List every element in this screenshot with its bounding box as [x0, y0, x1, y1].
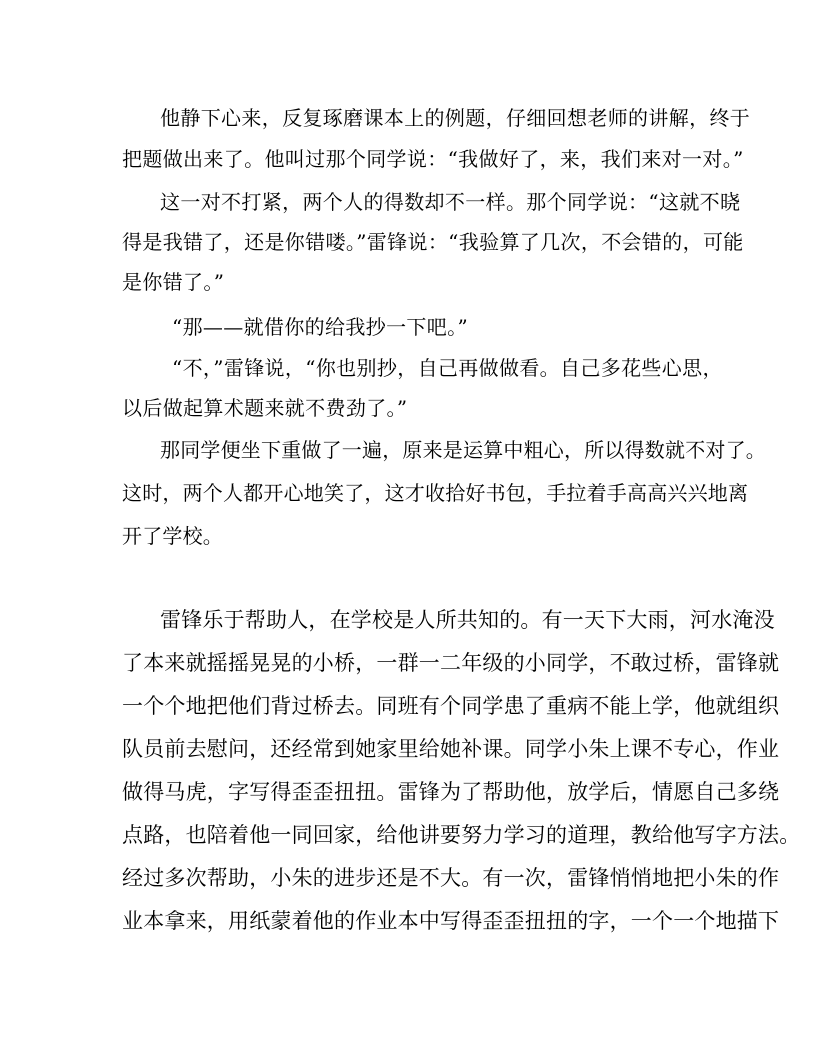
paragraph-line: “不，”雷锋说，“你也别抄，自己再做做看。自己多花些心思，: [172, 356, 723, 380]
paragraph-line: 是你错了。”: [122, 270, 225, 294]
paragraph-line: 点路，也陪着他一同回家，给他讲要努力学习的道理，教给他写字方法。: [122, 823, 801, 847]
paragraph-line: 开了学校。: [122, 524, 223, 548]
paragraph-line: 那同学便坐下重做了一遍，原来是运算中粗心，所以得数就不对了。: [160, 438, 766, 462]
paragraph-line: 了本来就摇摇晃晃的小桥，一群一二年级的小同学，不敢过桥，雷锋就: [122, 651, 780, 675]
paragraph-line: 把题做出来了。他叫过那个同学说：“我做好了，来，我们来对一对。”: [122, 147, 744, 171]
paragraph-line: 得是我错了，还是你错喽。”雷锋说：“我验算了几次，不会错的，可能: [122, 230, 744, 254]
paragraph-line: 这时，两个人都开心地笑了，这才收拾好书包，手拉着手高高兴兴地离: [122, 481, 749, 505]
paragraph-line: 做得马虎，字写得歪歪扭扭。雷锋为了帮助他，放学后，情愿自己多绕: [122, 780, 780, 804]
paragraph-line: 业本拿来，用纸蒙着他的作业本中写得歪歪扭扭的字，一个一个地描下: [122, 909, 780, 933]
paragraph-line: 雷锋乐于帮助人，在学校是人所共知的。有一天下大雨，河水淹没: [160, 608, 775, 632]
paragraph-line: 一个个地把他们背过桥去。同班有个同学患了重病不能上学，他就组织: [122, 694, 780, 718]
paragraph-line: 他静下心来，反复琢磨课本上的例题，仔细回想老师的讲解，终于: [160, 106, 751, 130]
paragraph-line: “那——就借你的给我抄一下吧。”: [172, 315, 469, 339]
paragraph-line: 这一对不打紧，两个人的得数却不一样。那个同学说：“这就不晓: [160, 190, 741, 214]
paragraph-line: 以后做起算术题来就不费劲了。”: [122, 396, 408, 420]
paragraph-line: 经过多次帮助，小朱的进步还是不大。有一次，雷锋悄悄地把小朱的作: [122, 866, 780, 890]
paragraph-line: 队员前去慰问，还经常到她家里给她补课。同学小朱上课不专心，作业: [122, 737, 780, 761]
